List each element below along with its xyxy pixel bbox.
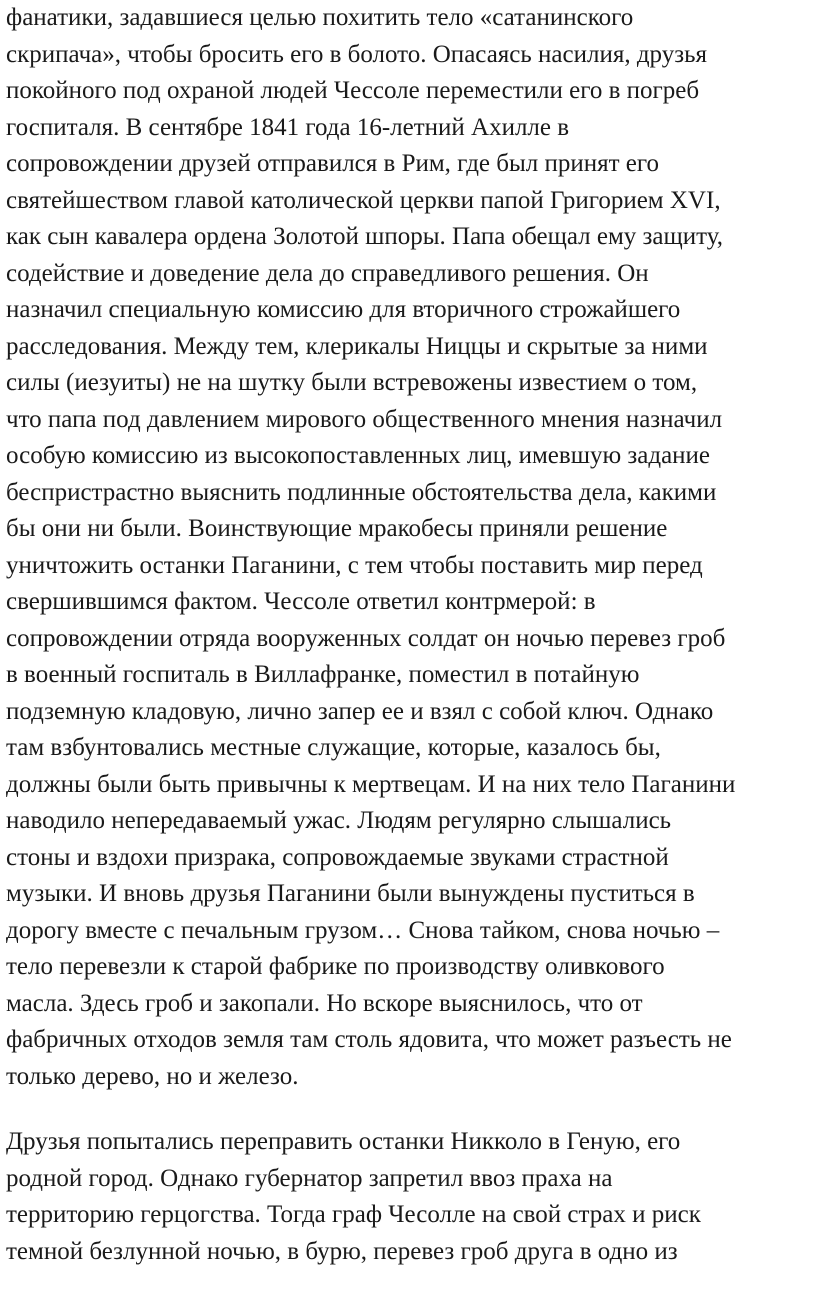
text-line: наводило непередаваемый ужас. Людям регулярно слышались xyxy=(6,807,672,834)
text-line: уничтожить останки Паганини, с тем чтобы поставить мир перед xyxy=(6,551,703,579)
text-line: скрипача», чтобы бросить его в болото. Опасаясь насилия, друзья xyxy=(6,40,708,68)
paragraph-2 xyxy=(6,1124,816,1270)
text-line: стоны и вздохи призрака, сопровождаемые звуками страстной xyxy=(6,843,669,871)
text-line: тело перевезли к старой фабрике по производству оливкового xyxy=(6,953,665,980)
text-line: темной безлунной ночью, в бурю, перевез гроб друга в одно из xyxy=(6,1237,678,1265)
text-line: что папа под давлением мирового общественного мнения назначил xyxy=(6,405,723,433)
text-line: дорогу вместе с печальным грузом… Снова тайком, снова ночью – xyxy=(6,916,720,944)
text-line: в военный госпиталь в Виллафранке, поместил в потайную xyxy=(6,661,640,688)
text-line: беспристрастно выяснить подлинные обстоятельства дела, какими xyxy=(6,478,717,506)
text-line: свершившимся фактом. Чессоле ответил контрмерой: в xyxy=(6,588,596,615)
text-line: подземную кладовую, лично запер ее и взял с собой ключ. Однако xyxy=(6,697,714,725)
text-line: покойного под охраной людей Чессоле переместили его в погреб xyxy=(6,77,700,104)
paragraph-1 xyxy=(6,0,816,1095)
text-line: музыки. И вновь друзья Паганини были вынуждены пуститься в xyxy=(6,880,695,907)
text-line: расследования. Между тем, клерикалы Ниццы и скрытые за ними xyxy=(6,332,708,360)
text-line: Друзья попытались переправить останки Никколо в Геную, его xyxy=(6,1128,681,1155)
text-line: святейшеством главой католической церкви папой Григорием XVI, xyxy=(6,186,721,214)
text-line: госпиталя. В сентябре 1841 года 16-летний Ахилле в xyxy=(6,113,570,141)
text-line: территорию герцогства. Тогда граф Чесолле на свой страх и риск xyxy=(6,1201,701,1228)
text-line: должны были быть привычны к мертвецам. И на них тело Паганини xyxy=(6,770,736,798)
text-line: фабричных отходов земля там столь ядовита, что может разъесть не xyxy=(6,1026,732,1053)
text-line: особую комиссию из высокопоставленных лиц, имевшую задание xyxy=(6,442,711,469)
text-line: масла. Здесь гроб и закопали. Но вскоре выяснилось, что от xyxy=(6,989,643,1017)
text-line: силы (иезуиты) не на шутку были встревожены известием о том, xyxy=(6,369,698,396)
text-line: только дерево, но и железо. xyxy=(6,1062,299,1090)
text-line: как сын кавалера ордена Золотой шпоры. Папа обещал ему защиту, xyxy=(6,223,723,250)
text-line: бы они ни были. Воинствующие мракобесы приняли решение xyxy=(6,515,668,542)
text-line: фанатики, задавшиеся целью похитить тело «сатанинского xyxy=(6,4,634,31)
text-line: содействие и доведение дела до справедливого решения. Он xyxy=(6,259,649,287)
text-line: родной город. Однако губернатор запретил ввоз праха на xyxy=(6,1164,613,1192)
text-line: там взбунтовались местные служащие, которые, казалось бы, xyxy=(6,734,661,761)
text-line: назначил специальную комиссию для вторичного строжайшего xyxy=(6,296,681,323)
text-line: сопровождении друзей отправился в Рим, где был принят его xyxy=(6,150,660,177)
text-line: сопровождении отряда вооруженных солдат он ночью перевез гроб xyxy=(6,624,726,652)
